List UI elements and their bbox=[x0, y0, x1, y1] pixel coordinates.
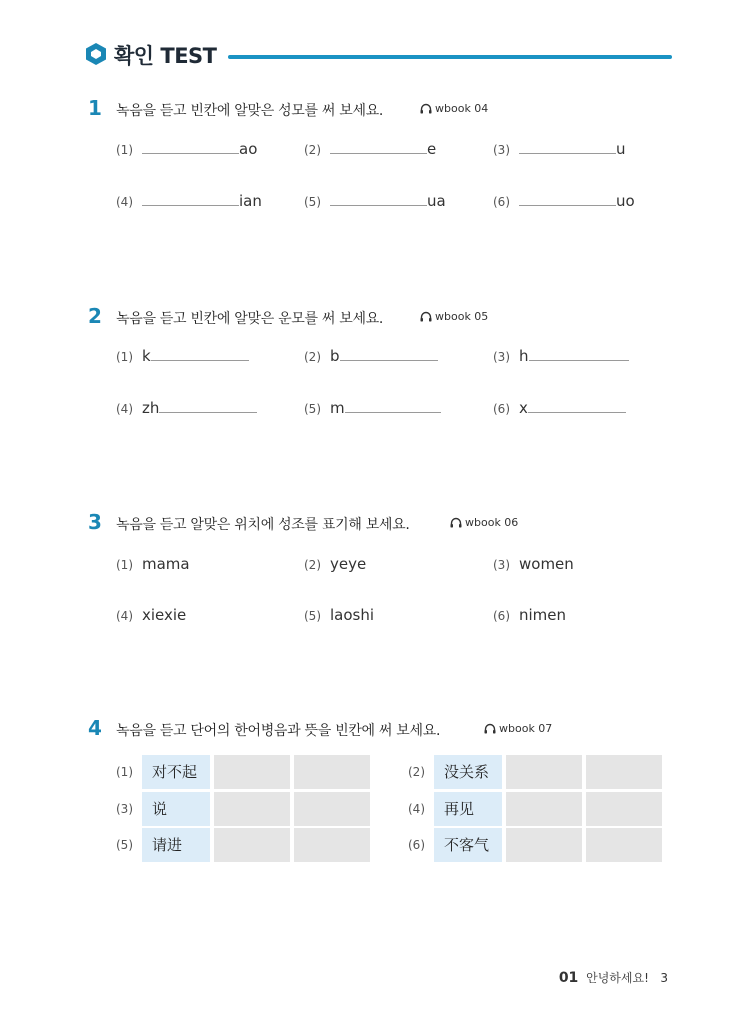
item-word[interactable]: laoshi bbox=[330, 606, 375, 624]
q4-item-4 bbox=[408, 792, 668, 826]
page-title: 확인 TEST bbox=[114, 44, 217, 68]
item-label: (5) bbox=[304, 609, 321, 623]
hexagon-icon bbox=[86, 43, 106, 65]
question-number: 2 bbox=[88, 304, 102, 328]
pinyin-blank[interactable] bbox=[506, 792, 582, 826]
item-label: (5) bbox=[116, 838, 133, 852]
pinyin-blank[interactable] bbox=[506, 755, 582, 789]
item-label: (5) bbox=[304, 195, 321, 209]
q3-item-5 bbox=[304, 606, 374, 624]
item-suffix: u bbox=[616, 140, 626, 158]
answer-blank[interactable] bbox=[345, 400, 441, 413]
q3-item-1 bbox=[116, 555, 190, 573]
hanzi-word: 说 bbox=[142, 792, 210, 826]
item-label: (2) bbox=[304, 558, 321, 572]
header-divider bbox=[228, 55, 672, 59]
page-header bbox=[86, 40, 672, 68]
pinyin-blank[interactable] bbox=[214, 755, 290, 789]
q1-item-2 bbox=[304, 140, 436, 158]
item-label: (1) bbox=[116, 143, 133, 157]
item-word[interactable]: yeye bbox=[330, 555, 367, 573]
q3-item-2 bbox=[304, 555, 366, 573]
item-word[interactable]: women bbox=[519, 555, 574, 573]
item-label: (6) bbox=[408, 838, 425, 852]
q2-item-4 bbox=[116, 399, 257, 417]
item-prefix: k bbox=[142, 347, 151, 365]
q1-item-5 bbox=[304, 192, 446, 210]
hanzi-word: 再见 bbox=[434, 792, 502, 826]
audio-track-label: wbook 05 bbox=[435, 310, 489, 323]
q2-item-6 bbox=[493, 399, 626, 417]
item-suffix: e bbox=[427, 140, 437, 158]
item-prefix: x bbox=[519, 399, 528, 417]
hanzi-word: 请进 bbox=[142, 828, 210, 862]
item-label: (4) bbox=[116, 402, 133, 416]
item-label: (3) bbox=[493, 350, 510, 364]
question-instruction: 녹음을 듣고 빈칸에 알맞은 성모를 써 보세요. bbox=[116, 103, 384, 119]
question-instruction: 녹음을 듣고 단어의 한어병음과 뜻을 빈칸에 써 보세요. bbox=[116, 723, 441, 739]
meaning-blank[interactable] bbox=[586, 828, 662, 862]
item-label: (1) bbox=[116, 558, 133, 572]
q3-item-3 bbox=[493, 555, 574, 573]
item-label: (2) bbox=[304, 143, 321, 157]
answer-blank[interactable] bbox=[330, 193, 427, 206]
item-label: (3) bbox=[493, 143, 510, 157]
q4-item-1 bbox=[116, 755, 376, 789]
lesson-number: 01 bbox=[558, 970, 579, 986]
item-label: (6) bbox=[493, 402, 510, 416]
answer-blank[interactable] bbox=[529, 348, 629, 361]
meaning-blank[interactable] bbox=[294, 828, 370, 862]
item-prefix: zh bbox=[142, 399, 160, 417]
item-label: (6) bbox=[493, 195, 510, 209]
q1-item-4 bbox=[116, 192, 262, 210]
q2-item-2 bbox=[304, 347, 438, 365]
lesson-title: 안녕하세요! bbox=[586, 971, 649, 985]
question-number: 4 bbox=[88, 716, 102, 740]
pinyin-blank[interactable] bbox=[214, 792, 290, 826]
item-label: (4) bbox=[116, 609, 133, 623]
item-word[interactable]: xiexie bbox=[142, 606, 187, 624]
hanzi-word: 对不起 bbox=[142, 755, 210, 789]
answer-blank[interactable] bbox=[142, 141, 239, 154]
meaning-blank[interactable] bbox=[586, 755, 662, 789]
audio-track-label: wbook 07 bbox=[499, 722, 553, 735]
pinyin-blank[interactable] bbox=[214, 828, 290, 862]
hanzi-word: 没关系 bbox=[434, 755, 502, 789]
audio-track[interactable] bbox=[420, 310, 488, 323]
audio-track-label: wbook 04 bbox=[435, 102, 489, 115]
audio-track[interactable] bbox=[484, 722, 552, 735]
answer-blank[interactable] bbox=[528, 400, 626, 413]
item-label: (2) bbox=[408, 765, 425, 779]
item-prefix: b bbox=[330, 347, 340, 365]
headphones-icon bbox=[450, 517, 462, 528]
q1-item-3 bbox=[493, 140, 626, 158]
answer-blank[interactable] bbox=[519, 193, 616, 206]
item-label: (3) bbox=[493, 558, 510, 572]
q4-item-5 bbox=[116, 828, 376, 862]
answer-blank[interactable] bbox=[159, 400, 257, 413]
item-label: (6) bbox=[493, 609, 510, 623]
q4-item-2 bbox=[408, 755, 668, 789]
q3-item-6 bbox=[493, 606, 566, 624]
item-label: (1) bbox=[116, 765, 133, 779]
item-suffix: ua bbox=[427, 192, 446, 210]
page-footer bbox=[559, 969, 668, 986]
q1-item-6 bbox=[493, 192, 635, 210]
headphones-icon bbox=[420, 103, 432, 114]
q4-item-3 bbox=[116, 792, 376, 826]
meaning-blank[interactable] bbox=[586, 792, 662, 826]
item-label: (5) bbox=[304, 402, 321, 416]
audio-track-label: wbook 06 bbox=[465, 516, 519, 529]
question-instruction: 녹음을 듣고 빈칸에 알맞은 운모를 써 보세요. bbox=[116, 311, 384, 327]
answer-blank[interactable] bbox=[330, 141, 427, 154]
item-suffix: ao bbox=[239, 140, 258, 158]
question-number: 3 bbox=[88, 510, 102, 534]
item-prefix: m bbox=[330, 399, 345, 417]
meaning-blank[interactable] bbox=[294, 792, 370, 826]
item-suffix: uo bbox=[616, 192, 635, 210]
item-label: (4) bbox=[116, 195, 133, 209]
q4-item-6 bbox=[408, 828, 668, 862]
question-instruction: 녹음을 듣고 알맞은 위치에 성조를 표기해 보세요. bbox=[116, 517, 410, 533]
meaning-blank[interactable] bbox=[294, 755, 370, 789]
item-suffix: ian bbox=[239, 192, 262, 210]
item-label: (3) bbox=[116, 802, 133, 816]
item-prefix: h bbox=[519, 347, 529, 365]
page-number: 3 bbox=[660, 971, 668, 985]
item-label: (4) bbox=[408, 802, 425, 816]
q1-item-1 bbox=[116, 140, 257, 158]
audio-track[interactable] bbox=[450, 516, 518, 529]
hanzi-word: 不客气 bbox=[434, 828, 502, 862]
item-word[interactable]: mama bbox=[142, 555, 190, 573]
answer-blank[interactable] bbox=[519, 141, 616, 154]
pinyin-blank[interactable] bbox=[506, 828, 582, 862]
headphones-icon bbox=[420, 311, 432, 322]
q2-item-3 bbox=[493, 347, 629, 365]
answer-blank[interactable] bbox=[151, 348, 249, 361]
item-word[interactable]: nimen bbox=[519, 606, 567, 624]
item-label: (2) bbox=[304, 350, 321, 364]
headphones-icon bbox=[484, 723, 496, 734]
answer-blank[interactable] bbox=[142, 193, 239, 206]
q3-item-4 bbox=[116, 606, 186, 624]
answer-blank[interactable] bbox=[340, 348, 438, 361]
q2-item-5 bbox=[304, 399, 441, 417]
audio-track[interactable] bbox=[420, 102, 488, 115]
question-number: 1 bbox=[88, 96, 102, 120]
item-label: (1) bbox=[116, 350, 133, 364]
q2-item-1 bbox=[116, 347, 249, 365]
